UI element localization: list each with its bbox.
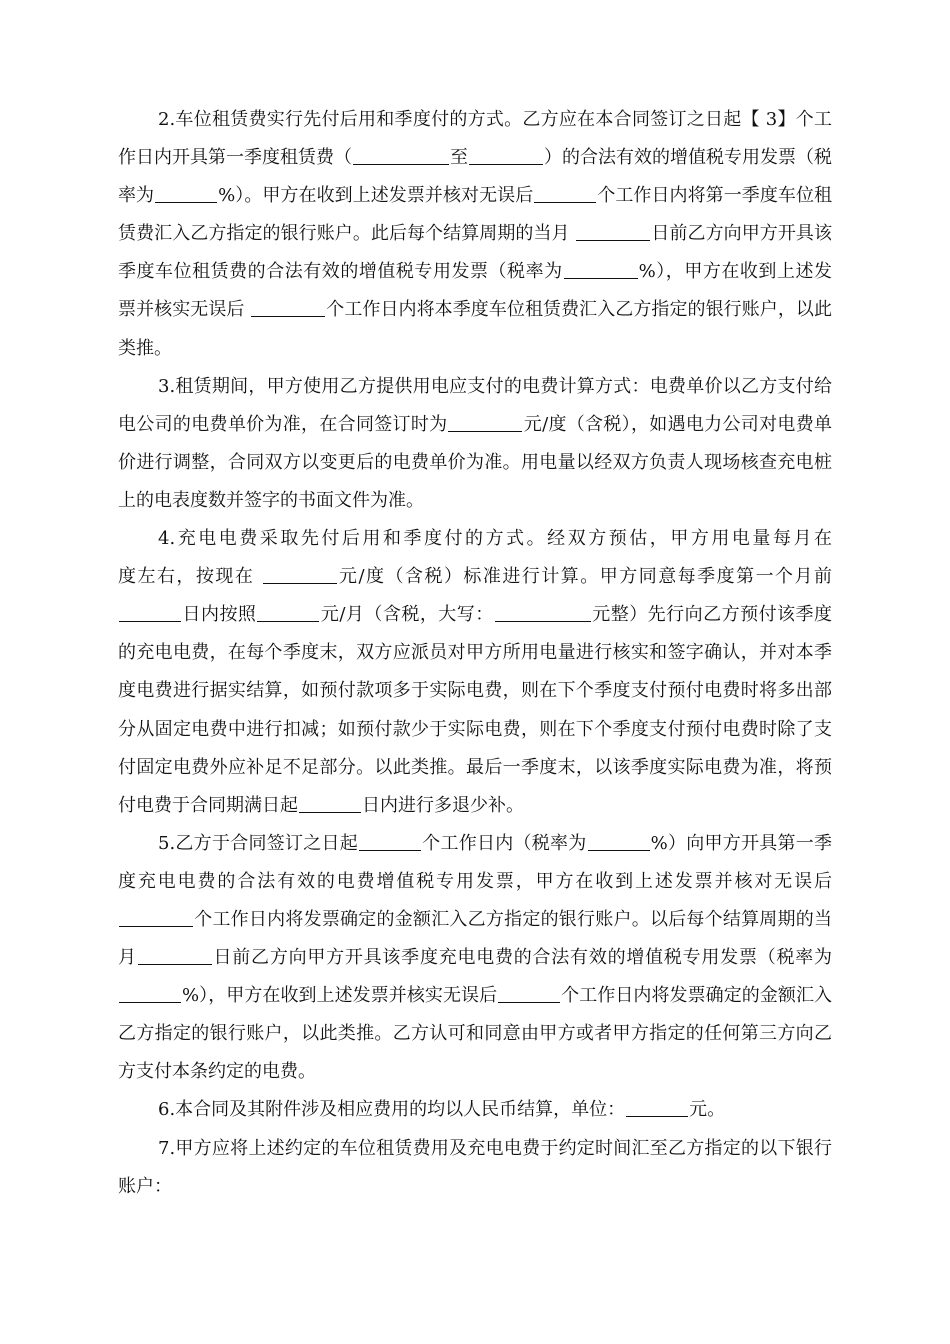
- clause-5-text: 个工作日内（税率为: [422, 832, 587, 854]
- clause-3-paragraph: [118, 368, 832, 520]
- clause-3-text: 3.租赁期间，甲方使用乙方提供用电应支付的电费计算方式：电费单价以乙方支付给电公司的电费单价为准，在合同签订时为: [118, 375, 832, 435]
- clause-6-text: 元。: [689, 1099, 726, 1121]
- clause-4-text: 元整）先行向乙方预付该季度的充电电费，在每个季度末，双方应派员对甲方所用电量进行核实和签字确认，并对本季度电费进行据实结算，如预付款项多于实际电费，则在下个季度支付预付电费时将多出部分从固定电费中进行扣减；如预付款少于实际电费，则在下个季度支付预付电费时除了支付固定电费外应补足不足部分。以此类推。最后一季度末，以该季度实际电费为准，将预付电费于合同期满日起: [118, 604, 833, 816]
- clause-5-text: 日前乙方向甲方开具该季度充电电费的合法有效的增值税专用发票（税率为: [212, 947, 832, 969]
- fill-blank: [469, 148, 543, 165]
- clause-3-text: 元/度（含税），如遇电力公司对电费单价进行调整，合同双方以变更后的电费单价为准。用电量以经双方负责人现场核查充电桩上的电表度数并签字的书面文件为准。: [118, 413, 832, 511]
- clause-5-text: %）向甲方开具第一季度充电电费的合法有效的电费增值税专用发票，甲方在收到上述发票并核对无误后: [118, 832, 832, 892]
- fill-blank: [576, 224, 650, 241]
- fill-blank: [155, 186, 217, 203]
- clause-2-text: 日前乙方向甲方开具该季度车位租赁费的合法有效的增值税专用发票（税率为: [118, 223, 832, 283]
- clause-6-text: 6.本合同及其附件涉及相应费用的均以人民币结算，单位：: [158, 1099, 626, 1121]
- clause-2-text: 至: [450, 147, 468, 169]
- fill-blank: [119, 910, 193, 927]
- clause-5-text: 个工作日内将发票确定的金额汇入乙方指定的银行账户，以此类推。乙方认可和同意由甲方或者甲方指定的任何第三方向乙方支付本条约定的电费。: [118, 985, 832, 1083]
- fill-blank: [353, 148, 449, 165]
- clause-2-text: ）的合法有效的增值税专用发票（税率为: [118, 147, 832, 207]
- fill-blank: [588, 834, 650, 851]
- fill-blank: [119, 605, 181, 622]
- clause-2-text: %），甲方在收到上述发票并核实无误后: [118, 261, 833, 321]
- clause-4-text: 4.充电电费采取先付后用和季度付的方式。经双方预估，甲方用电量每月在 度左右，按现在: [118, 528, 924, 588]
- clause-7-text: 7.甲方应将上述约定的车位租赁费用及充电电费于约定时间汇至乙方指定的以下银行账户：: [118, 1137, 832, 1197]
- clause-5-paragraph: [118, 825, 832, 1092]
- clause-4-text: 日内进行多退少补。: [362, 794, 524, 816]
- fill-blank: [626, 1100, 688, 1117]
- clause-5-text: %），甲方在收到上述发票并核实无误后: [182, 985, 498, 1007]
- clause-5-text: 个工作日内将发票确定的金额汇入乙方指定的银行账户。以后每个结算周期的当月: [118, 908, 832, 969]
- contract-body: [118, 101, 924, 1206]
- fill-blank: [119, 986, 181, 1003]
- clause-2-text: 个工作日内将本季度车位租赁费汇入乙方指定的银行账户，以此类推。: [118, 299, 832, 359]
- clause-4-text: 元/月（含税，大写：: [320, 604, 494, 626]
- clause-2-text: 个工作日内将第一季度车位租赁费汇入乙方指定的银行账户。此后每个结算周期的当月: [118, 185, 833, 245]
- fill-blank: [495, 605, 591, 622]
- fill-blank: [498, 986, 560, 1003]
- clause-6-paragraph: [118, 1091, 832, 1129]
- fill-blank: [138, 948, 212, 965]
- fill-blank: [564, 262, 638, 279]
- clause-2-text: 2.车位租赁费实行先付后用和季度付的方式。乙方应在本合同签订之日起【 3】个工作日内开具第一季度租赁费（: [118, 109, 832, 169]
- clause-2-paragraph: [118, 101, 832, 368]
- fill-blank: [534, 186, 596, 203]
- clause-4-text: 日内按照: [182, 604, 257, 626]
- fill-blank: [359, 834, 421, 851]
- fill-blank: [251, 300, 325, 317]
- fill-blank: [299, 796, 361, 813]
- fill-blank: [448, 415, 522, 432]
- fill-blank: [257, 605, 319, 622]
- clause-5-text: 5.乙方于合同签订之日起: [158, 832, 358, 854]
- fill-blank: [263, 567, 337, 584]
- clause-4-paragraph: [118, 520, 924, 825]
- clause-7-paragraph: [118, 1130, 832, 1206]
- clause-4-text: 元/度（含税）标准进行计算。甲方同意每季度第一个月前: [337, 566, 832, 588]
- clause-2-text: %）。甲方在收到上述发票并核对无误后: [218, 185, 534, 207]
